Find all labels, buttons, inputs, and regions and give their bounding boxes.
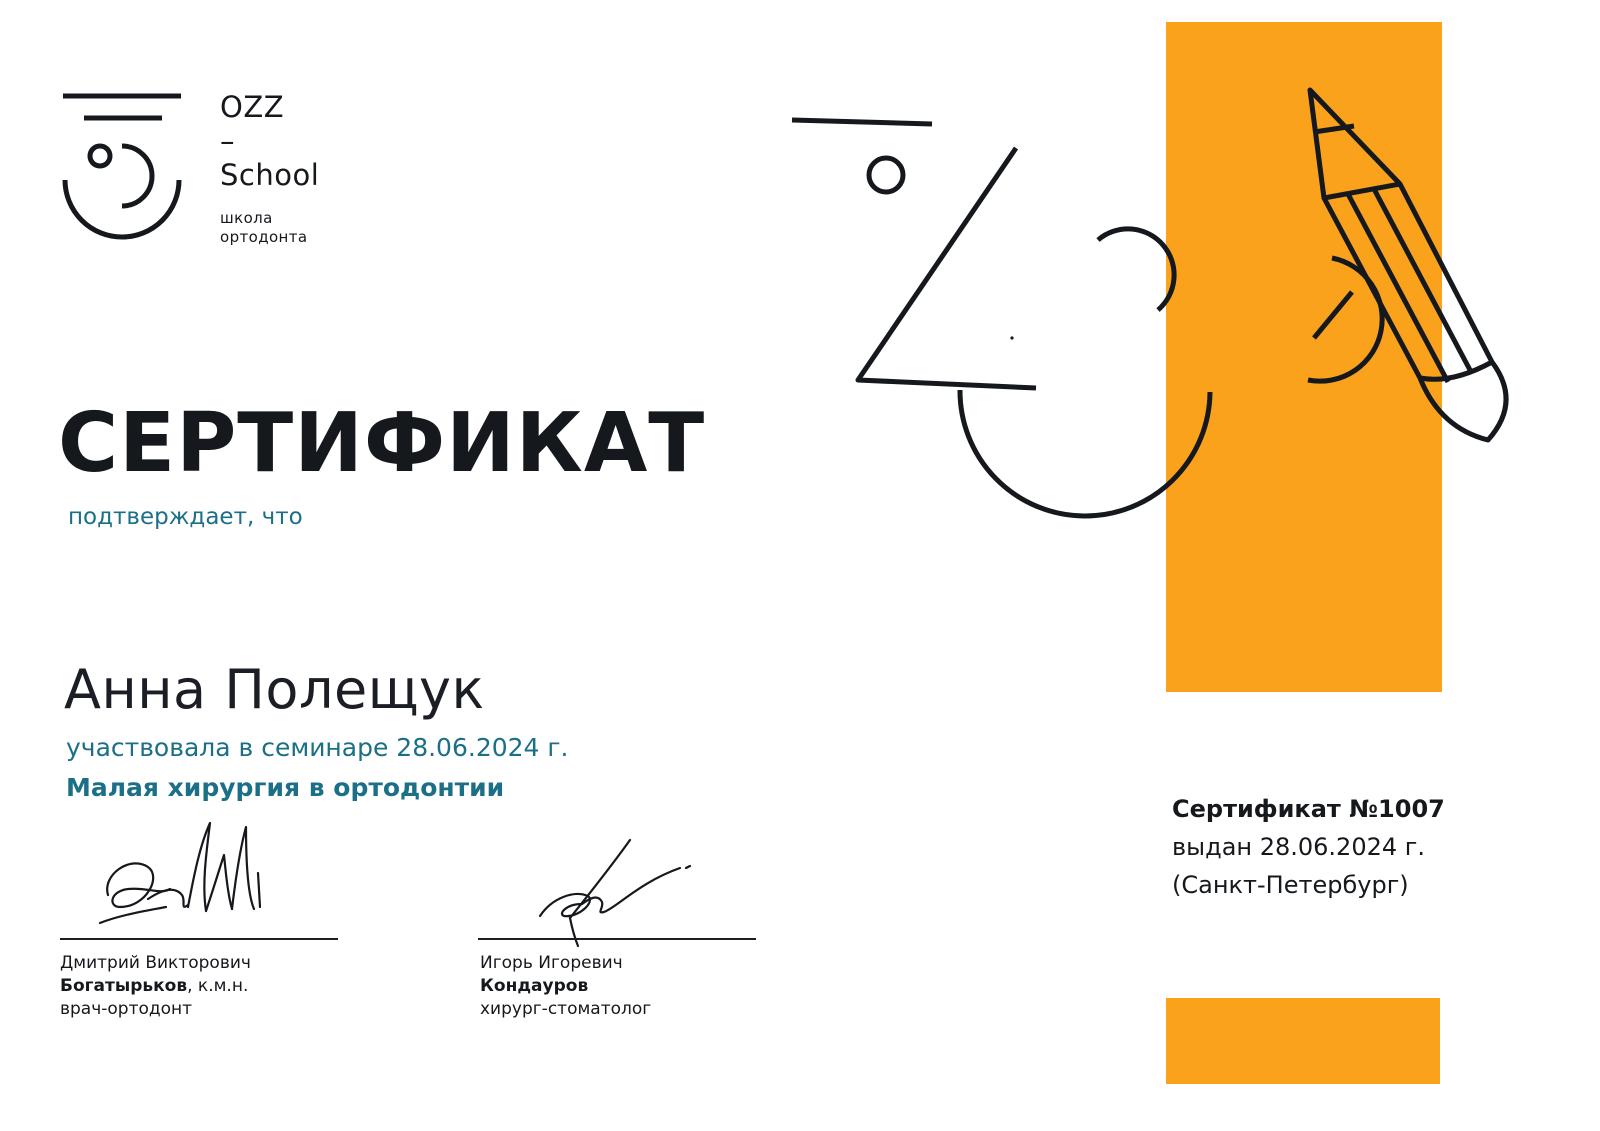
signer-1-first-names: Дмитрий Викторович [60,953,251,973]
hand-finger-line [1314,292,1352,338]
ozz-school-logo-icon [58,88,188,248]
signer-1-surname-row [60,975,251,998]
signer-2-surname: Кондауров [480,976,589,996]
certificate-title: СЕРТИФИКАТ [58,396,706,491]
logo-brand-line-3: School [220,158,320,192]
signature-1-image [90,815,270,940]
signer-1-surname: Богатырьков [60,976,188,996]
issue-city: (Санкт-Петербург) [1172,871,1409,899]
signature-line-2 [478,938,756,940]
confirms-text: подтверждает, что [68,504,303,530]
chin-arc [960,390,1210,516]
orange-bar-bottom [1166,998,1440,1084]
logo-brand-name [220,90,319,192]
logo-subtitle-line-2: ортодонта [220,228,308,246]
signer-1-role: врач-ортодонт [60,999,193,1019]
face-illustration [780,80,1560,520]
signer-1-block [60,952,251,1021]
signer-1-degree: , к.м.н. [187,976,249,996]
hand-circle [1308,258,1382,381]
logo-brand-line-1: OZZ [220,90,285,124]
logo-subtitle [220,209,308,247]
issue-date: выдан 28.06.2024 г. [1172,833,1425,861]
recipient-name: Анна Полещук [64,658,485,721]
pencil-eraser-line [1420,362,1492,379]
course-title: Малая хирургия в ортодонтии [66,773,505,802]
nose-shape [858,148,1036,388]
signer-2-role: хирург-стоматолог [480,999,652,1019]
signature-line-1 [60,938,338,940]
cheek-arc [1098,229,1174,310]
pencil-stripe-1 [1348,194,1448,382]
logo-brand-line-2: – [220,124,235,158]
pencil-ferrule-line [1324,184,1400,198]
signer-2-surname-row [480,975,651,998]
pencil-stripe-2 [1374,189,1470,370]
pencil-body [1310,90,1506,440]
certificate-number: Сертификат №1007 [1172,795,1445,823]
eyebrow-line [792,120,932,124]
eye-circle [869,158,903,192]
signature-2-image [530,838,720,948]
certificate-info [1172,790,1445,904]
logo-subtitle-line-1: школа [220,209,273,227]
signer-2-first-names: Игорь Игоревич [480,953,623,973]
signer-2-block [480,952,651,1021]
participation-text: участвовала в семинаре 28.06.2024 г. [66,733,569,762]
